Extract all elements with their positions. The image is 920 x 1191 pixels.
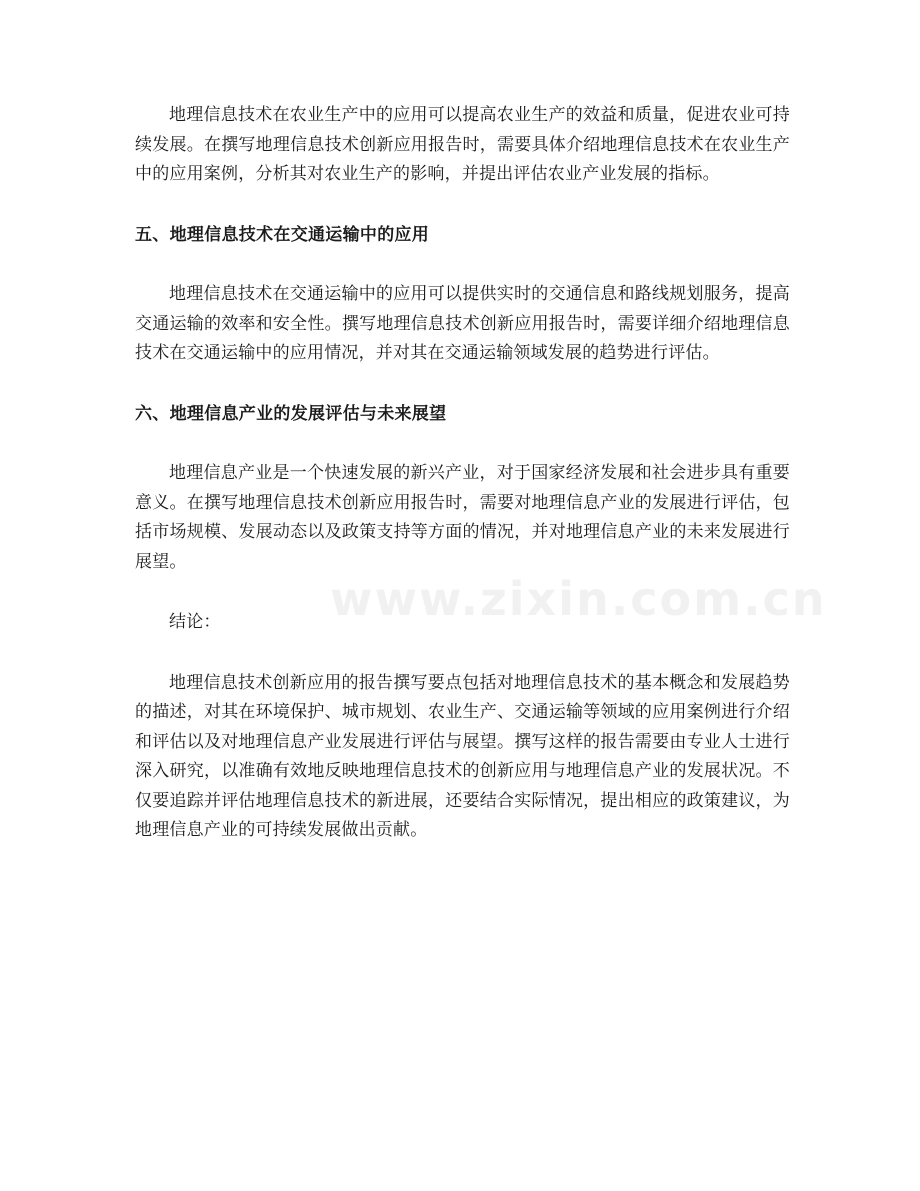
section-heading-industry: 六、地理信息产业的发展评估与未来展望 bbox=[135, 403, 447, 424]
section-heading-transport: 五、地理信息技术在交通运输中的应用 bbox=[135, 224, 430, 245]
paragraph-industry: 地理信息产业是一个快速发展的新兴产业，对于国家经济发展和社会进步具有重要意义。在撰写地理信息技术创新应用报告时，需要对地理信息产业的发展进行评估，包括市场规模、发展动态以及政策支持等方面的情况，并对地理信息产业的未来发展进行展望。 bbox=[135, 463, 790, 572]
conclusion-label: 结论： bbox=[169, 612, 221, 632]
paragraph-transport: 地理信息技术在交通运输中的应用可以提供实时的交通信息和路线规划服务，提高交通运输的效率和安全性。撰写地理信息技术创新应用报告时，需要详细介绍地理信息技术在交通运输中的应用情况，并对其在交通运输领域发展的趋势进行评估。 bbox=[135, 284, 790, 363]
watermark: www.zixin.com.cn bbox=[330, 572, 827, 626]
paragraph-conclusion: 地理信息技术创新应用的报告撰写要点包括对地理信息技术的基本概念和发展趋势的描述，对其在环境保护、城市规划、农业生产、交通运输等领域的应用案例进行介绍和评估以及对地理信息产业发展进行评估与展望。撰写这样的报告需要由专业人士进行深入研究，以准确有效地反映地理信息技术的创新应用与地理信息产业的发展状况。不仅要追踪并评估地理信息技术的新进展，还要结合实际情况，提出相应的政策建议，为地理信息产业的可持续发展做出贡献。 bbox=[135, 672, 790, 840]
paragraph-agriculture: 地理信息技术在农业生产中的应用可以提高农业生产的效益和质量，促进农业可持续发展。在撰写地理信息技术创新应用报告时，需要具体介绍地理信息技术在农业生产中的应用案例，分析其对农业生产的影响，并提出评估农业产业发展的指标。 bbox=[135, 105, 790, 184]
